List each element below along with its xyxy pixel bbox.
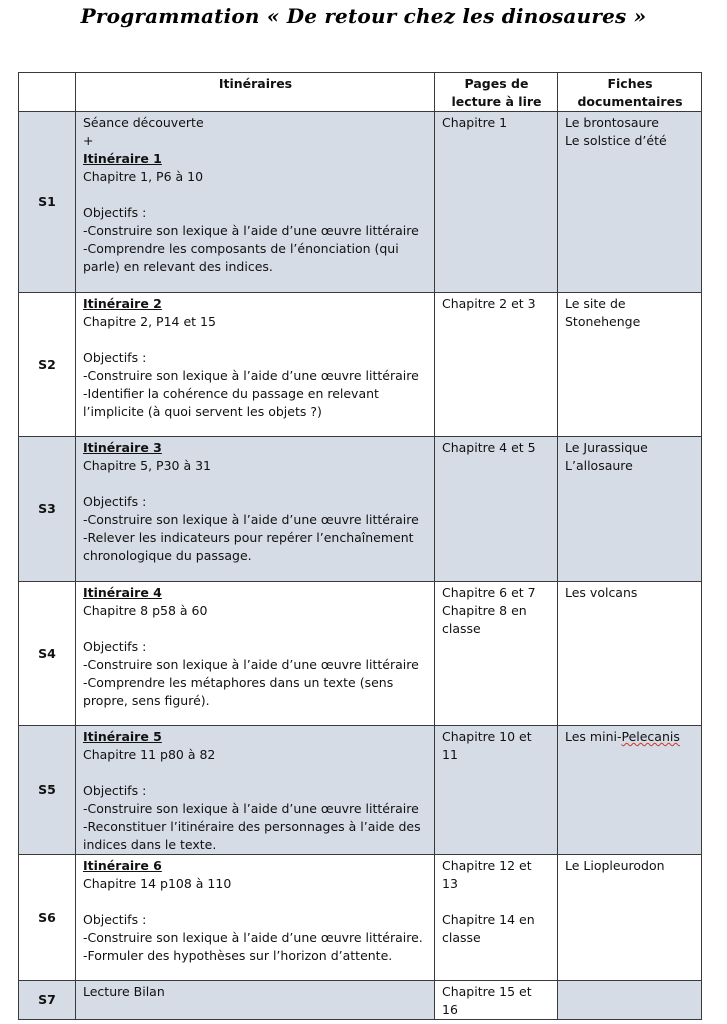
fiches-cell [558,582,702,726]
pages-item: Chapitre 15 et 16 [442,984,532,1017]
itinerary-cell [76,981,435,1020]
objectives-label: Objectifs : [83,205,147,220]
itinerary-title: Itinéraire 3 [83,440,162,455]
table-row [19,855,702,981]
session-label: S7 [19,981,76,1020]
itinerary-cell [76,293,435,437]
itinerary-cell [76,437,435,582]
fiche-item [565,983,695,1001]
itinerary-cell [76,112,435,293]
itinerary-title: Itinéraire 4 [83,585,162,600]
header-session [19,73,76,112]
pages-item [442,893,551,911]
table-row [19,582,702,726]
session-label: S5 [19,726,76,855]
objective-item: -Construire son lexique à l’aide d’une œuvre littéraire [83,801,419,816]
chapter-range: Chapitre 5, P30 à 31 [83,458,212,473]
itinerary-cell [76,855,435,981]
objective-item: -Construire son lexique à l’aide d’une œuvre littéraire [83,223,419,238]
fiche-item [565,728,695,746]
header-itineraires: Itinéraires [76,73,435,112]
objectives-label: Objectifs : [83,639,147,654]
table-row [19,293,702,437]
fiche-item-prefix: Les mini- [565,729,622,744]
objectives-label: Objectifs : [83,494,147,509]
chapter-range: Chapitre 2, P14 et 15 [83,314,216,329]
chapter-range: Chapitre 11 p80 à 82 [83,747,216,762]
header-pages: Pages de lecture à lire [435,73,558,112]
table-row [19,112,702,293]
itinerary-title: Itinéraire 2 [83,296,162,311]
pages-cell [435,855,558,981]
session-label: S3 [19,437,76,582]
chapter-range: Chapitre 8 p58 à 60 [83,603,208,618]
objective-item: -Reconstituer l’itinéraire des personnages à l’aide des indices dans le texte. [83,819,421,852]
itinerary-line: + [83,133,94,148]
fiches-cell [558,112,702,293]
pages-item: Chapitre 12 et 13 [442,858,532,891]
pages-item: Chapitre 10 et 11 [442,729,532,762]
fiche-item: Le Jurassique [565,440,648,455]
fiche-item: Le brontosaure [565,115,659,130]
fiches-cell [558,293,702,437]
itinerary-cell [76,726,435,855]
fiche-item: Les volcans [565,585,638,600]
pages-item: Chapitre 4 et 5 [442,440,536,455]
objective-item: -Construire son lexique à l’aide d’une œuvre littéraire [83,657,419,672]
objective-item: -Construire son lexique à l’aide d’une œuvre littéraire [83,368,419,383]
pages-item: Chapitre 1 [442,115,508,130]
objectives-label: Objectifs : [83,350,147,365]
objective-item: -Comprendre les métaphores dans un texte (sens propre, sens figuré). [83,675,394,708]
itinerary-cell [76,582,435,726]
fiches-cell [558,855,702,981]
fiches-cell [558,726,702,855]
pages-cell [435,293,558,437]
session-label: S4 [19,582,76,726]
fiche-item: Le Liopleurodon [565,858,665,873]
itinerary-title: Itinéraire 5 [83,729,162,744]
table-row [19,726,702,855]
itinerary-title: Itinéraire 6 [83,858,162,873]
fiches-cell [558,437,702,582]
pages-cell [435,582,558,726]
pages-item: Chapitre 14 en classe [442,912,535,945]
objective-item: -Comprendre les composants de l’énonciation (qui parle) en relevant des indices. [83,241,399,274]
pages-cell [435,437,558,582]
chapter-range: Chapitre 14 p108 à 110 [83,876,232,891]
fiches-cell [558,981,702,1020]
objective-item: -Identifier la cohérence du passage en relevant l’implicite (à quoi servent les objets ?) [83,386,379,419]
objective-item: -Construire son lexique à l’aide d’une œuvre littéraire. [83,930,423,945]
itinerary-title: Itinéraire 1 [83,151,162,166]
header-fiches: Fiches documentaires [558,73,702,112]
itinerary-line: Lecture Bilan [83,984,165,999]
pages-item: Chapitre 8 en classe [442,603,527,636]
session-label: S2 [19,293,76,437]
pages-cell [435,112,558,293]
pages-item: Chapitre 6 et 7 [442,585,536,600]
session-label: S1 [19,112,76,293]
fiche-item-misspelled: Pelecanis [621,729,680,744]
table-header-row [19,73,702,112]
pages-cell [435,726,558,855]
programmation-table [18,72,702,1020]
itinerary-line: Séance découverte [83,115,204,130]
chapter-range: Chapitre 1, P6 à 10 [83,169,204,184]
page-title: Programmation « De retour chez les dinosaures » [80,4,647,28]
session-label: S6 [19,855,76,981]
table-row [19,437,702,582]
table-row [19,981,702,1020]
fiche-item: Le solstice d’été [565,133,667,148]
objectives-label: Objectifs : [83,783,147,798]
fiche-item: L’allosaure [565,458,633,473]
pages-cell [435,981,558,1020]
fiche-item: Le site de Stonehenge [565,296,641,329]
pages-item: Chapitre 2 et 3 [442,296,536,311]
objective-item: -Relever les indicateurs pour repérer l’enchaînement chronologique du passage. [83,530,414,563]
objective-item: -Construire son lexique à l’aide d’une œuvre littéraire [83,512,419,527]
objectives-label: Objectifs : [83,912,147,927]
objective-item: -Formuler des hypothèses sur l’horizon d’attente. [83,948,393,963]
